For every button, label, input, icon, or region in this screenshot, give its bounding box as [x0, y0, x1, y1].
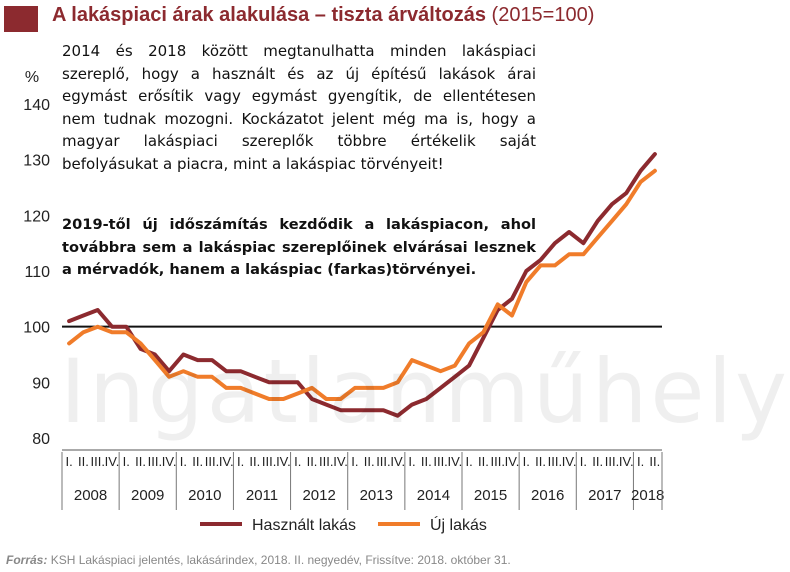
- x-quarter-label: III.: [319, 454, 334, 469]
- x-quarter-label: II.: [592, 454, 604, 469]
- x-quarter-label: III.: [147, 454, 163, 469]
- x-quarter-label: IV.: [447, 454, 463, 469]
- legend-label: Új lakás: [430, 517, 487, 534]
- x-year-label: 2017: [588, 487, 622, 504]
- x-year-label: 2011: [245, 487, 279, 504]
- x-year-label: 2018: [631, 487, 665, 504]
- y-tick-label: 100: [23, 319, 50, 337]
- x-quarter-label: I.: [465, 454, 473, 469]
- x-year-label: 2016: [531, 487, 565, 504]
- x-quarter-label: II.: [478, 454, 489, 469]
- x-quarter-label: I.: [636, 454, 645, 469]
- x-quarter-label: II.: [78, 454, 89, 469]
- y-tick-label: 130: [23, 152, 50, 170]
- x-quarter-label: III.: [204, 454, 220, 469]
- x-quarter-label: IV.: [333, 454, 348, 469]
- annotation-text-2: 2019-től új időszámítás kezdődik a lakáspiacon, ahol továbbra sem a lakáspiac szereplőinek elvárásai lesznek a mérvadók, hanem a lakáspiac (farkas)törvényei.: [62, 216, 536, 278]
- x-quarter-label: III.: [261, 454, 277, 469]
- y-axis-label: %: [24, 69, 40, 86]
- source-label: Forrás:: [6, 553, 48, 567]
- x-quarter-label: III.: [547, 454, 563, 469]
- y-tick-label: 140: [23, 97, 50, 114]
- x-quarter-label: I.: [122, 454, 130, 469]
- x-quarter-label: I.: [408, 454, 416, 469]
- x-year-label: 2014: [416, 487, 451, 504]
- x-quarter-label: III.: [376, 454, 391, 469]
- watermark: Ingatlanműhely: [60, 340, 790, 443]
- x-quarter-label: II.: [249, 454, 261, 469]
- x-year-label: 2013: [359, 487, 393, 504]
- chart-legend: [200, 515, 487, 534]
- x-quarter-label: III.: [604, 454, 620, 469]
- x-quarter-label: I.: [351, 454, 359, 469]
- source-note: [6, 553, 511, 567]
- annotation-text-1: 2014 és 2018 között megtanulhatta minden lakáspiaci szereplő, hogy a használt és az új építésű lakások árai egymást erősítik vagy egymást gyengítik, de ellentétesen nem tudnak mozogni. Kockázatot jelent még ma is, hogy a magyar lakáspiaci szereplők többre értékelik saját befolyásukat a piacra, mint a lakáspiac törvényeit!: [62, 42, 536, 173]
- x-quarter-label: III.: [490, 454, 505, 469]
- x-quarter-label: IV.: [218, 454, 234, 469]
- y-tick-label: 90: [32, 375, 50, 393]
- x-quarter-label: I.: [294, 454, 302, 469]
- legend-label: Használt lakás: [252, 517, 357, 534]
- x-quarter-label: IV.: [161, 454, 177, 469]
- x-quarter-label: III.: [90, 454, 105, 469]
- x-year-label: 2008: [73, 487, 108, 504]
- x-quarter-label: II.: [192, 454, 204, 469]
- y-tick-label: 110: [24, 264, 50, 281]
- x-quarter-label: IV.: [561, 454, 577, 469]
- x-quarter-label: II.: [135, 454, 146, 469]
- x-quarter-label: II.: [306, 454, 318, 469]
- x-quarter-label: II.: [363, 454, 375, 469]
- x-quarter-label: III.: [433, 454, 448, 469]
- x-quarter-label: IV.: [104, 454, 120, 469]
- x-quarter-label: I.: [579, 454, 588, 469]
- source-text: KSH Lakáspiaci jelentés, lakásárindex, 2018. II. negyedév, Frissítve: 2018. október 31.: [50, 553, 511, 567]
- x-quarter-label: IV.: [276, 454, 291, 469]
- x-quarter-label: II.: [535, 454, 546, 469]
- x-quarter-label: IV.: [618, 454, 634, 469]
- x-quarter-label: IV.: [390, 454, 406, 469]
- x-quarter-label: IV.: [504, 454, 520, 469]
- x-year-label: 2009: [131, 487, 165, 504]
- y-tick-label: 80: [32, 431, 50, 448]
- x-year-label: 2010: [188, 487, 222, 504]
- x-quarter-label: I.: [65, 454, 73, 469]
- y-tick-label: 120: [23, 208, 50, 226]
- x-quarter-label: II.: [649, 454, 661, 469]
- x-quarter-label: I.: [179, 454, 188, 469]
- chart-title-suffix: (2015=100): [491, 4, 595, 26]
- chart-title-main: A lakáspiaci árak alakulása – tiszta árváltozás: [52, 4, 486, 26]
- x-year-label: 2012: [302, 487, 336, 504]
- x-year-label: 2015: [473, 487, 508, 504]
- x-quarter-label: I.: [522, 454, 530, 469]
- x-quarter-label: II.: [420, 454, 432, 469]
- x-quarter-label: I.: [236, 454, 245, 469]
